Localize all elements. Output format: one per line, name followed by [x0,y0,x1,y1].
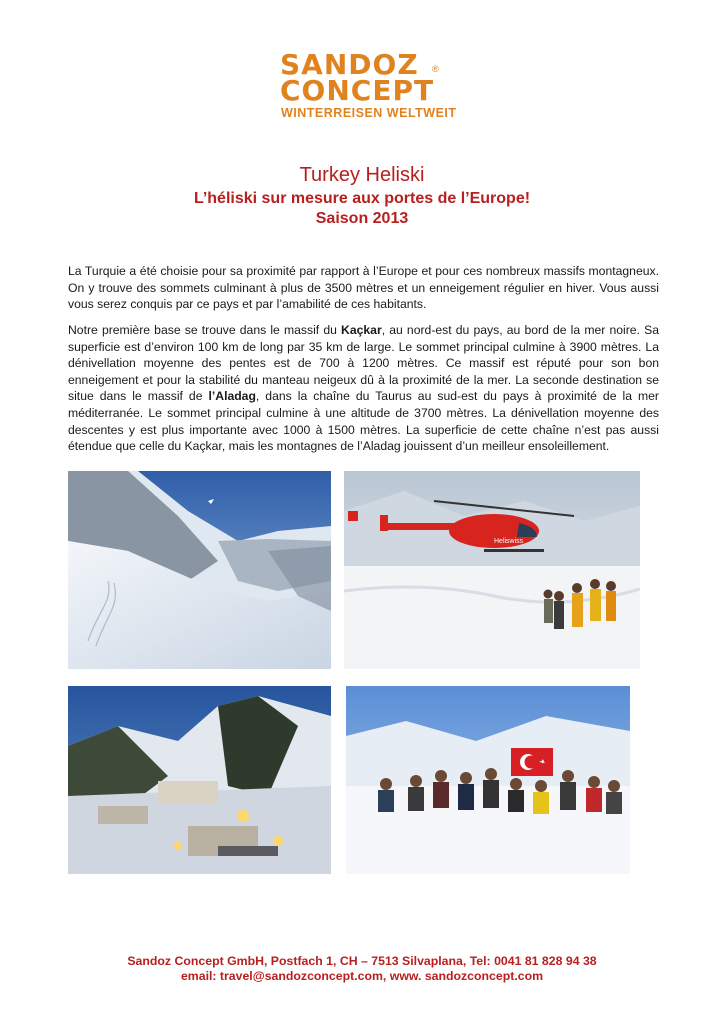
intro-paragraph: La Turquie a été choisie pour sa proximité par rapport à l’Europe et pour ces nombreux massifs montagneux. On y trouve des sommets culminant à plus de 3500 mètres et un enneigement régulier en hiver. Vous aussi vous serez conquis par ce pays et par l’amabilité de ces habitants. [68,264,659,312]
photo-mountain-slopes-image [68,471,331,669]
season-label: Saison 2013 [315,210,409,227]
destinations-paragraph [68,322,659,455]
logo-tagline: WINTERREISEN WELTWEIT [281,106,457,120]
brand-logo [280,48,457,122]
photo-group-flag-image [346,686,630,874]
footer-address: Sandoz Concept GmbH, Postfach 1, CH – 7513 Silvaplana, Tel: 0041 81 828 94 38 [127,954,597,968]
text-run: , au nord-est du pays, au bord de la mer noire. Sa superficie est d’environ 100 km de long par 35 km de large. Le sommet principal culmine à 3900 mètres. La dénivellation moyenne des pentes est de 700 à 1200 mètres. Ce massif est réputé pour son bon enneigement et pour la stabilité du manteau neigeux dû à la proximité de la mer. La seconde destination se situe dans le massif de [68,323,659,404]
logo-line-2: CONCEPT [280,74,435,107]
photo-mountain-slopes [68,471,331,669]
photo-helicopter [344,471,640,669]
page-title: Turkey Heliski [299,164,425,186]
text-run: , dans la chaîne du Taurus au sud-est du pays à proximité de la mer méditerranée. Le sommet principal culmine à une altitude de 3700 mètres. La dénivellation moyenne des descentes y est plus importante avec 1000 à 1500 mètres. La superficie de cette chaîne n’est pas aussi étendue que celle du Kaçkar, mais les montagnes de l’Aladag jouissent d’un meilleur ensoleillement. [68,389,659,454]
photo-helicopter-image [344,471,640,669]
photo-mountain-village [68,686,331,874]
page-subtitle: L’héliski sur mesure aux portes de l’Europe! [193,190,531,207]
logo-registered-mark: ® [432,64,439,74]
aladag-highlight: l’Aladag [208,389,256,404]
kackar-highlight: Kaçkar [341,323,382,337]
text-run: Notre première base se trouve dans le massif du [68,323,342,337]
photo-mountain-village-image [68,686,331,874]
logo-line-1: SANDOZ [280,48,419,81]
photo-group-flag [346,686,630,874]
helicopter-lettering: Heliswiss [494,538,524,545]
footer-contact: email: travel@sandozconcept.com, www. sandozconcept.com [180,969,544,983]
